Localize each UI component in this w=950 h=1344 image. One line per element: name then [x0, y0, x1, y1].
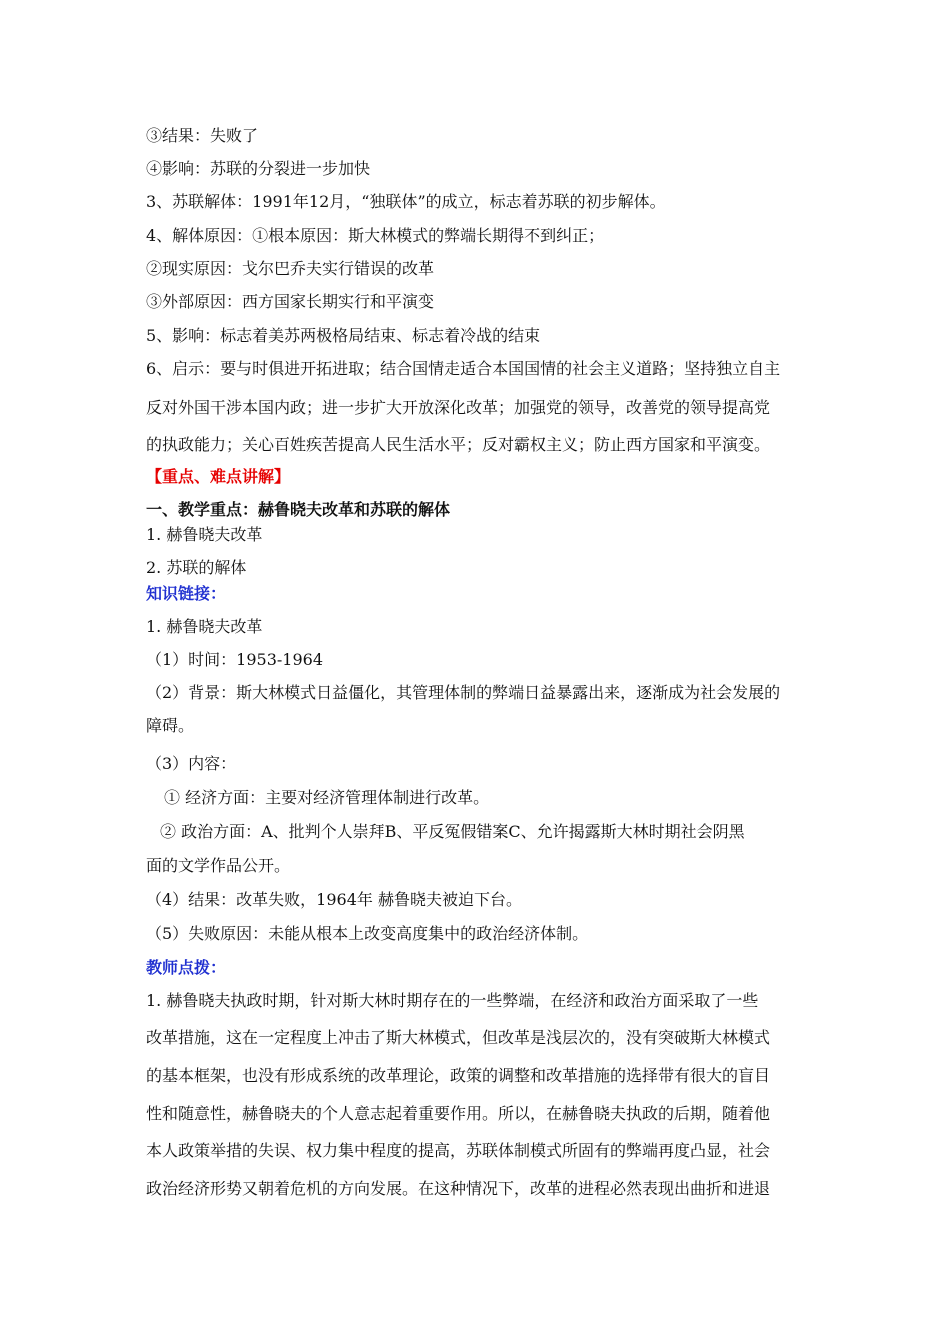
text-line: ① 经济方面：主要对经济管理体制进行改革。 — [164, 788, 490, 807]
teaching-focus-heading: 一、教学重点：赫鲁晓夫改革和苏联的解体 — [146, 500, 451, 519]
text-line: ② 政治方面：A、批判个人崇拜B、平反冤假错案C、允许揭露斯大林时期社会阴黑 — [160, 822, 745, 841]
text-line: （3）内容： — [146, 754, 237, 773]
text-line: 4、解体原因：①根本原因：斯大林模式的弊端长期得不到纠正； — [146, 226, 605, 245]
text-line: 1. 赫鲁晓夫改革 — [146, 617, 263, 636]
text-line: （2）背景：斯大林模式日益僵化，其管理体制的弊端日益暴露出来，逐渐成为社会发展的 — [146, 683, 781, 702]
section-heading-red: 【重点、难点讲解】 — [146, 467, 291, 486]
text-line: 的基本框架，也没有形成系统的改革理论，政策的调整和改革措施的选择带有很大的盲目 — [146, 1066, 771, 1085]
text-line: 2. 苏联的解体 — [146, 558, 247, 577]
text-line: 1. 赫鲁晓夫执政时期，针对斯大林时期存在的一些弊端，在经济和政治方面采取了一些 — [146, 991, 759, 1010]
text-line: 本人政策举措的失误、权力集中程度的提高，苏联体制模式所固有的弊端再度凸显，社会 — [146, 1141, 771, 1160]
teacher-tips-heading: 教师点拨： — [146, 958, 227, 977]
text-line: 性和随意性，赫鲁晓夫的个人意志起着重要作用。所以，在赫鲁晓夫执政的后期，随着他 — [146, 1104, 771, 1123]
text-line: 面的文学作品公开。 — [146, 856, 291, 875]
text-line: ②现实原因：戈尔巴乔夫实行错误的改革 — [146, 259, 435, 278]
text-line: 5、影响：标志着美苏两极格局结束、标志着冷战的结束 — [146, 326, 541, 345]
text-line: 改革措施，这在一定程度上冲击了斯大林模式，但改革是浅层次的，没有突破斯大林模式 — [146, 1028, 771, 1047]
text-line: 6、启示：要与时俱进开拓进取；结合国情走适合本国国情的社会主义道路；坚持独立自主 — [146, 359, 781, 378]
knowledge-link-heading: 知识链接： — [146, 584, 227, 603]
text-line: （1）时间：1953-1964 — [146, 650, 324, 669]
text-line: 1. 赫鲁晓夫改革 — [146, 525, 263, 544]
text-line: ③外部原因：西方国家长期实行和平演变 — [146, 292, 435, 311]
text-line: （5）失败原因：未能从根本上改变高度集中的政治经济体制。 — [146, 924, 589, 943]
text-line: 反对外国干涉本国内政；进一步扩大开放深化改革；加强党的领导，改善党的领导提高党 — [146, 398, 771, 417]
text-line: 的执政能力；关心百姓疾苦提高人民生活水平；反对霸权主义；防止西方国家和平演变。 — [146, 435, 771, 454]
text-line: 3、苏联解体：1991年12月，“独联体”的成立，标志着苏联的初步解体。 — [146, 192, 666, 211]
text-line: 政治经济形势又朝着危机的方向发展。在这种情况下，改革的进程必然表现出曲折和进退 — [146, 1179, 771, 1198]
text-line: 障碍。 — [146, 716, 195, 735]
text-line: ③结果：失败了 — [146, 126, 259, 145]
text-line: （4）结果：改革失败，1964年 赫鲁晓夫被迫下台。 — [146, 890, 522, 909]
text-line: ④影响：苏联的分裂进一步加快 — [146, 159, 371, 178]
